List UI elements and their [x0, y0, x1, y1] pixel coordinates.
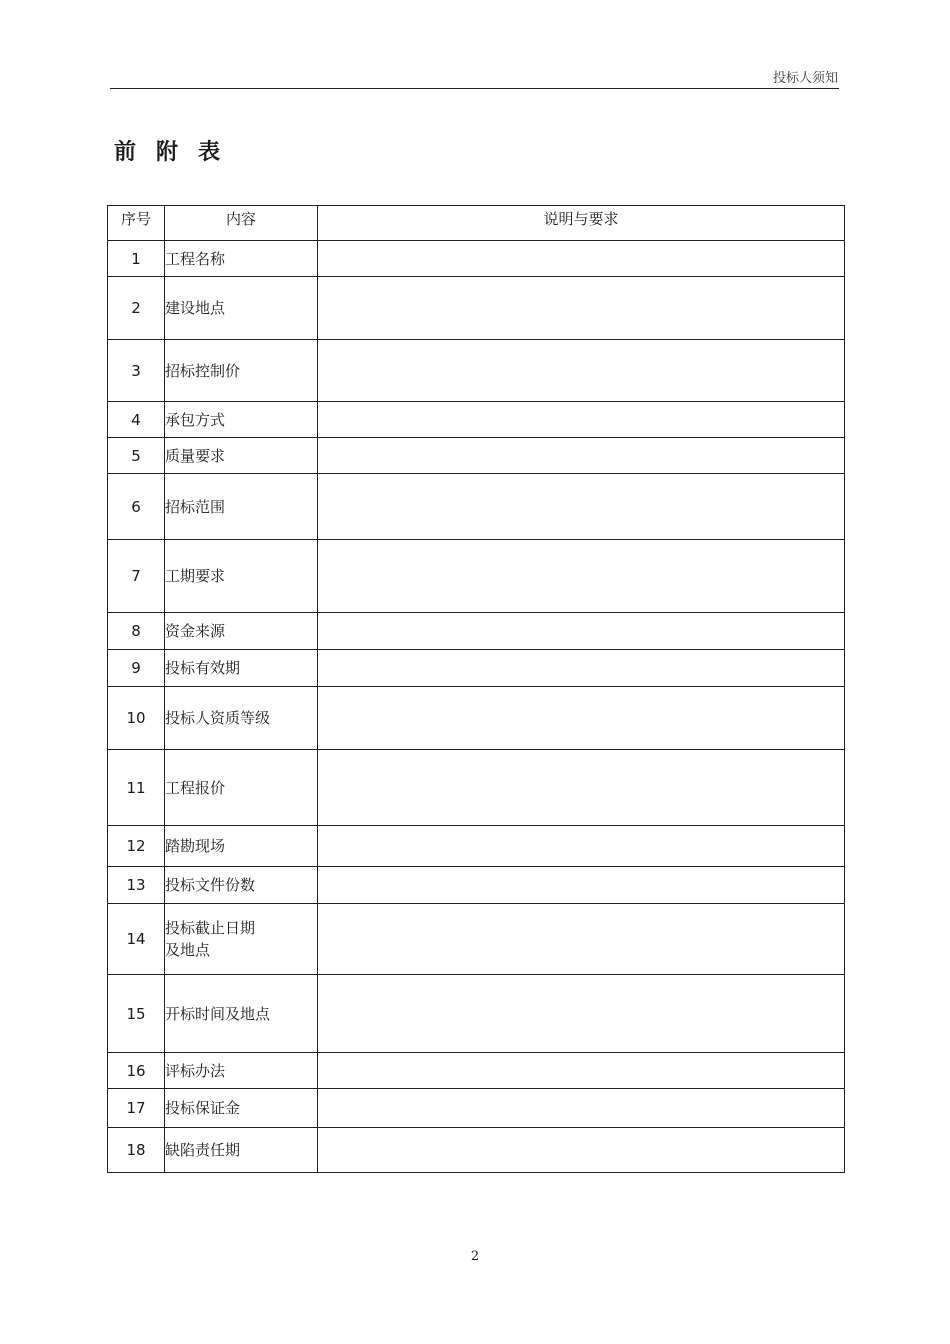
page-title: 前附表	[114, 140, 241, 165]
table-row	[108, 1128, 845, 1173]
table-row	[108, 650, 845, 687]
row-number: 11	[108, 750, 165, 826]
row-number: 17	[108, 1089, 165, 1128]
row-number: 4	[108, 402, 165, 438]
table-row	[108, 540, 845, 613]
row-number: 18	[108, 1128, 165, 1173]
row-description[interactable]	[318, 277, 845, 340]
table-row	[108, 402, 845, 438]
row-description[interactable]	[318, 340, 845, 402]
row-description[interactable]	[318, 1128, 845, 1173]
row-description[interactable]	[318, 402, 845, 438]
row-content: 质量要求	[165, 438, 318, 474]
row-description[interactable]	[318, 438, 845, 474]
column-header-content: 内容	[165, 206, 318, 241]
row-content: 缺陷责任期	[165, 1128, 318, 1173]
table-row	[108, 340, 845, 402]
row-content: 承包方式	[165, 402, 318, 438]
row-content: 开标时间及地点	[165, 975, 318, 1053]
header-rule	[110, 88, 839, 89]
table-row	[108, 904, 845, 975]
row-content: 资金来源	[165, 613, 318, 650]
table-header-row	[108, 206, 845, 241]
row-content: 建设地点	[165, 277, 318, 340]
row-number: 15	[108, 975, 165, 1053]
row-description[interactable]	[318, 1089, 845, 1128]
table-row	[108, 613, 845, 650]
row-description[interactable]	[318, 687, 845, 750]
table-row	[108, 277, 845, 340]
row-description[interactable]	[318, 750, 845, 826]
row-content: 投标人资质等级	[165, 687, 318, 750]
row-number: 12	[108, 826, 165, 867]
row-number: 13	[108, 867, 165, 904]
row-description[interactable]	[318, 650, 845, 687]
table-row	[108, 1053, 845, 1089]
row-description[interactable]	[318, 1053, 845, 1089]
row-number: 10	[108, 687, 165, 750]
table-row	[108, 750, 845, 826]
table-row	[108, 826, 845, 867]
column-header-no: 序号	[108, 206, 165, 241]
table-row	[108, 1089, 845, 1128]
running-header: 投标人须知	[772, 71, 838, 86]
row-description[interactable]	[318, 975, 845, 1053]
row-number: 1	[108, 241, 165, 277]
table-row	[108, 438, 845, 474]
row-description[interactable]	[318, 474, 845, 540]
row-number: 9	[108, 650, 165, 687]
row-content: 工程名称	[165, 241, 318, 277]
row-description[interactable]	[318, 867, 845, 904]
row-description[interactable]	[318, 613, 845, 650]
row-number: 5	[108, 438, 165, 474]
row-content: 工程报价	[165, 750, 318, 826]
column-header-desc: 说明与要求	[318, 206, 845, 241]
table-row	[108, 687, 845, 750]
table-row	[108, 241, 845, 277]
row-description[interactable]	[318, 241, 845, 277]
table-row	[108, 867, 845, 904]
row-content: 投标保证金	[165, 1089, 318, 1128]
row-content: 踏勘现场	[165, 826, 318, 867]
row-description[interactable]	[318, 540, 845, 613]
row-content: 招标控制价	[165, 340, 318, 402]
preface-table	[107, 205, 845, 1173]
row-number: 8	[108, 613, 165, 650]
row-number: 14	[108, 904, 165, 975]
row-number: 3	[108, 340, 165, 402]
row-content: 招标范围	[165, 474, 318, 540]
row-number: 6	[108, 474, 165, 540]
row-description[interactable]	[318, 826, 845, 867]
page-number: 2	[470, 1249, 480, 1264]
row-content: 投标截止日期 及地点	[165, 904, 318, 975]
row-content: 投标有效期	[165, 650, 318, 687]
table-row	[108, 474, 845, 540]
row-number: 7	[108, 540, 165, 613]
row-description[interactable]	[318, 904, 845, 975]
row-content: 工期要求	[165, 540, 318, 613]
row-content: 评标办法	[165, 1053, 318, 1089]
row-number: 16	[108, 1053, 165, 1089]
row-number: 2	[108, 277, 165, 340]
table-row	[108, 975, 845, 1053]
row-content: 投标文件份数	[165, 867, 318, 904]
